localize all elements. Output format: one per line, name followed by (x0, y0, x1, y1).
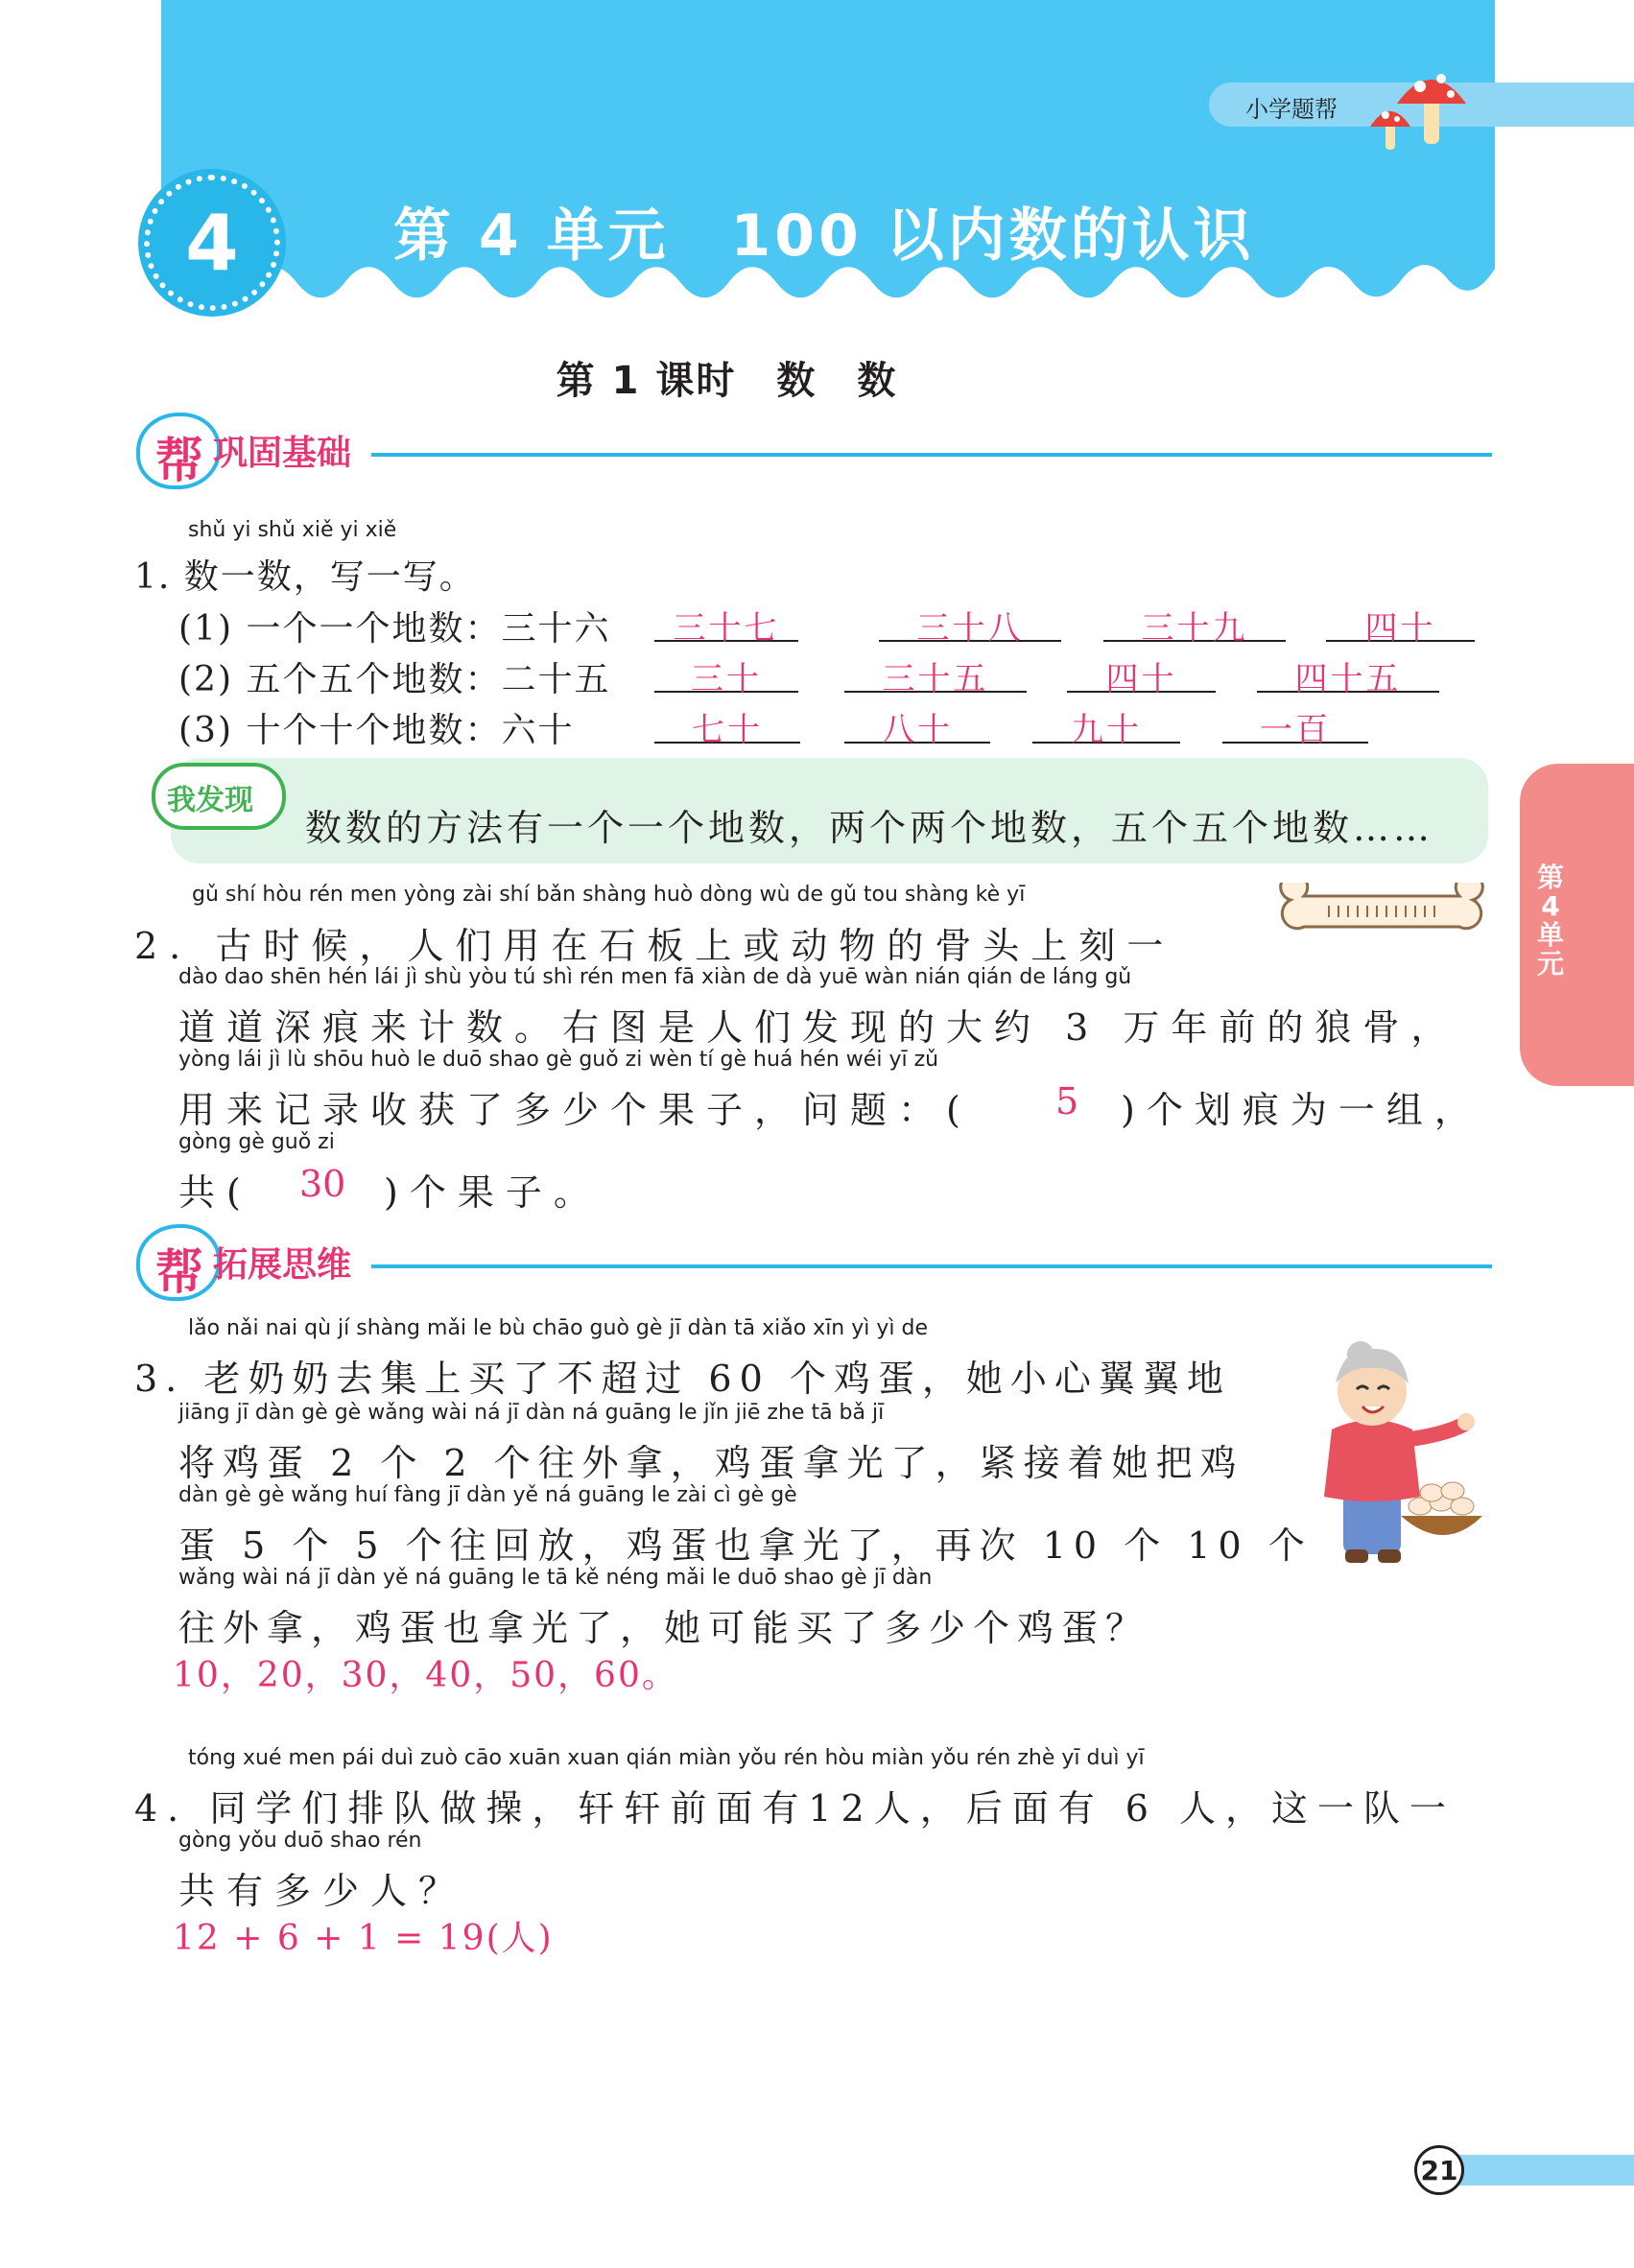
page-number: 21 (1414, 2145, 1464, 2195)
grandma-illustration (1276, 1334, 1487, 1573)
q3-pinyin: jiāng jī dàn gè gè wǎng wài ná jī dàn ná guāng le jǐn jiē zhe tā bǎ jī (178, 1401, 885, 1425)
q1-row-label: (3) 十个十个地数：六十 (178, 711, 575, 750)
q2-pinyin: gòng gè guǒ zi (178, 1130, 335, 1154)
q4-pinyin: gòng yǒu duō shao rén (178, 1829, 422, 1853)
q3-pinyin: wǎng wài ná jī dàn yě ná guāng le tā kě néng mǎi le duō shao gè jī dàn (178, 1566, 933, 1590)
q3-line: 蛋 5 个 5 个往回放，鸡蛋也拿光了，再次 10 个 10 个 (178, 1524, 1313, 1567)
answer-blank: 三十七 (654, 602, 798, 642)
q1-row-label: (2) 五个五个地数：二十五 (178, 660, 611, 699)
q3-pinyin: dàn gè gè wǎng huí fàng jī dàn yě ná guāng le zài cì gè gè (178, 1483, 797, 1507)
q2-answer-group: 5 (1055, 1080, 1091, 1122)
answer-blank: 四十 (1067, 652, 1216, 693)
answer-blank: 八十 (844, 703, 990, 744)
page-number-bar (1449, 2155, 1634, 2185)
q4-pinyin: tóng xué men pái duì zuò cāo xuān xuan qián miàn yǒu rén hòu miàn yǒu rén zhè yī duì yī (188, 1746, 1145, 1770)
q4-line: 4. 同学们排队做操，轩轩前面有12人，后面有 6 人，这一队一 (134, 1787, 1456, 1830)
q2-pinyin: gǔ shí hòu rén men yòng zài shí bǎn shàng huò dòng wù de gǔ tou shàng kè yī (192, 883, 1026, 907)
q2-line: 用来记录收获了多少个果子，问题：( (178, 1089, 972, 1131)
bang-badge: 帮 (136, 413, 221, 489)
divider (371, 1264, 1492, 1268)
section-header-basic (136, 413, 1499, 489)
unit-side-tab-label: 第 4 单元 (1536, 862, 1564, 980)
bang-badge: 帮 (136, 1224, 221, 1301)
q2-line: )个划痕为一组， (1121, 1089, 1482, 1131)
answer-blank: 一百 (1222, 703, 1368, 744)
q2-pinyin: yòng lái jì lù shōu huò le duō shao gè guǒ zi wèn tí gè huá hén wéi yī zǔ (178, 1048, 939, 1072)
discovery-badge: 我发现 (152, 763, 286, 830)
q3-line: 将鸡蛋 2 个 2 个往外拿，鸡蛋拿光了，紧接着她把鸡 (178, 1442, 1244, 1484)
lesson-title: 第 1 课时 数 数 (556, 359, 898, 403)
q3-answer: 10，20，30，40，50，60。 (173, 1656, 678, 1695)
q2-line: 共( (178, 1171, 252, 1214)
unit-number-badge: 4 (144, 175, 280, 311)
q1-pinyin: shǔ yi shǔ xiě yi xiě (188, 518, 397, 542)
q4-answer: 12 + 6 + 1 = 19(人) (173, 1919, 554, 1958)
q2-answer-total: 30 (299, 1163, 346, 1205)
section-label: 巩固基础 (213, 434, 352, 473)
answer-blank: 三十八 (879, 602, 1061, 642)
q2-line: 2. 古时候，人们用在石板上或动物的骨头上刻一 (134, 925, 1175, 967)
answer-blank: 七十 (654, 703, 800, 744)
mushroom-icon (1362, 58, 1478, 154)
section-label: 拓展思维 (213, 1245, 352, 1285)
q2-line: )个果子。 (384, 1171, 602, 1214)
q3-pinyin: lǎo nǎi nai qù jí shàng mǎi le bù chāo guò gè jī dàn tā xiǎo xīn yì yì de (188, 1316, 928, 1340)
divider (371, 453, 1492, 457)
q3-line: 往外拿，鸡蛋也拿光了，她可能买了多少个鸡蛋？ (178, 1607, 1150, 1649)
answer-blank: 三十 (654, 652, 798, 693)
brand-name: 小学题帮 (1245, 96, 1338, 123)
unit-title: 第 4 单元 100 以内数的认识 (393, 202, 1255, 270)
q1-row-label: (1) 一个一个地数：三十六 (178, 609, 611, 649)
answer-blank: 四十五 (1257, 652, 1439, 693)
section-header-extend (136, 1224, 1499, 1301)
bone-icon (1271, 883, 1492, 940)
discovery-text: 数数的方法有一个一个地数，两个两个地数，五个五个地数…… (305, 807, 1434, 849)
q1-title: 1. 数一数，写一写。 (134, 557, 476, 597)
answer-blank: 九十 (1032, 703, 1180, 744)
answer-blank: 三十九 (1103, 602, 1286, 642)
answer-blank: 四十 (1326, 602, 1475, 642)
q4-line: 共有多少人？ (178, 1870, 467, 1912)
q2-pinyin: dào dao shēn hén lái jì shù yòu tú shì rén men fā xiàn de dà yuē wàn nián qián de láng gǔ (178, 965, 1132, 989)
answer-blank: 三十五 (844, 652, 1027, 693)
q3-line: 3. 老奶奶去集上买了不超过 60 个鸡蛋，她小心翼翼地 (134, 1358, 1231, 1400)
q2-line: 道道深痕来计数。右图是人们发现的大约 3 万年前的狼骨， (178, 1006, 1459, 1049)
